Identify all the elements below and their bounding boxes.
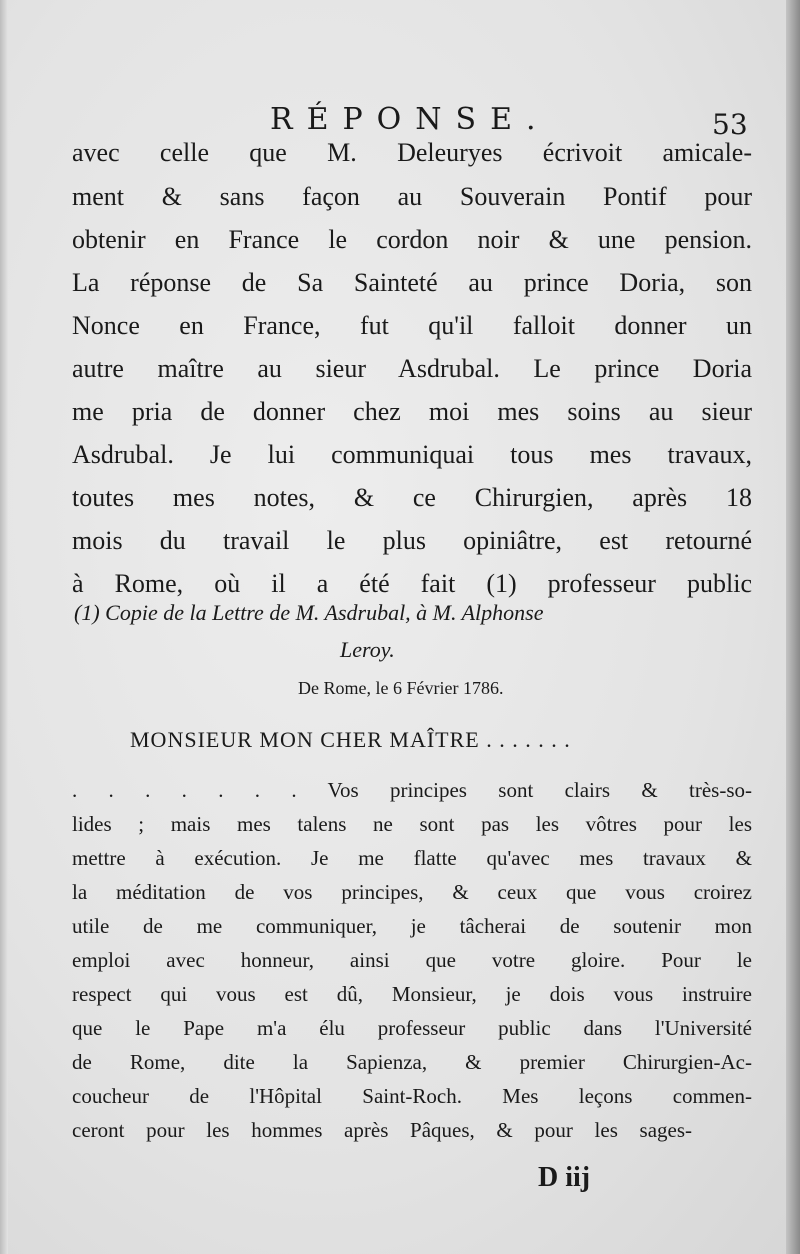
- letter-line: que le Pape m'a élu professeur public dans l'Université: [72, 1016, 752, 1040]
- page-number: 53: [712, 108, 748, 141]
- letter-line: mettre à exécution. Je me flatte qu'avec mes travaux &: [72, 846, 752, 870]
- letter-line: lides ; mais mes talens ne sont pas les vôtres pour les: [72, 812, 752, 836]
- letter-line: respect qui vous est dû, Monsieur, je dois vous instruire: [72, 982, 752, 1006]
- running-header: RÉPONSE.: [270, 102, 550, 137]
- footnote-title: (1) Copie de la Lettre de M. Asdrubal, à M. Alphonse: [74, 600, 544, 625]
- body-line: autre maître au sieur Asdrubal. Le prince Doria: [72, 354, 752, 383]
- letter-dateline: De Rome, le 6 Février 1786.: [298, 678, 504, 698]
- footnote-title-continued: Leroy.: [340, 637, 395, 662]
- body-line: Asdrubal. Je lui communiquai tous mes travaux,: [72, 440, 752, 469]
- page-right-edge: [786, 0, 800, 1254]
- body-line: La réponse de Sa Sainteté au prince Doria, son: [72, 268, 752, 297]
- letter-line: utile de me communiquer, je tâcherai de soutenir mon: [72, 914, 752, 938]
- letter-line: emploi avec honneur, ainsi que votre gloire. Pour le: [72, 948, 752, 972]
- letter-line: de Rome, dite la Sapienza, & premier Chirurgien-Ac-: [72, 1050, 752, 1074]
- body-line: toutes mes notes, & ce Chirurgien, après 18: [72, 483, 752, 512]
- body-line: me pria de donner chez moi mes soins au sieur: [72, 397, 752, 426]
- body-line: à Rome, où il a été fait (1) professeur public: [72, 569, 752, 598]
- body-line: avec celle que M. Deleuryes écrivoit amicale-: [72, 138, 752, 167]
- letter-line: ceront pour les hommes après Pâques, & pour les sages-: [72, 1118, 692, 1142]
- page-left-edge: [0, 0, 8, 1254]
- letter-line: coucheur de l'Hôpital Saint-Roch. Mes leçons commen-: [72, 1084, 752, 1108]
- body-line: obtenir en France le cordon noir & une pension.: [72, 225, 752, 254]
- signature-mark: D iij: [538, 1162, 591, 1193]
- letter-line: la méditation de vos principes, & ceux que vous croirez: [72, 880, 752, 904]
- letter-line: . . . . . . . Vos principes sont clairs & très-so-: [72, 778, 752, 802]
- body-line: ment & sans façon au Souverain Pontif pour: [72, 182, 752, 211]
- body-line: Nonce en France, fut qu'il falloit donner un: [72, 311, 752, 340]
- body-line: mois du travail le plus opiniâtre, est retourné: [72, 526, 752, 555]
- letter-salutation: MONSIEUR MON CHER MAÎTRE . . . . . . .: [130, 727, 571, 752]
